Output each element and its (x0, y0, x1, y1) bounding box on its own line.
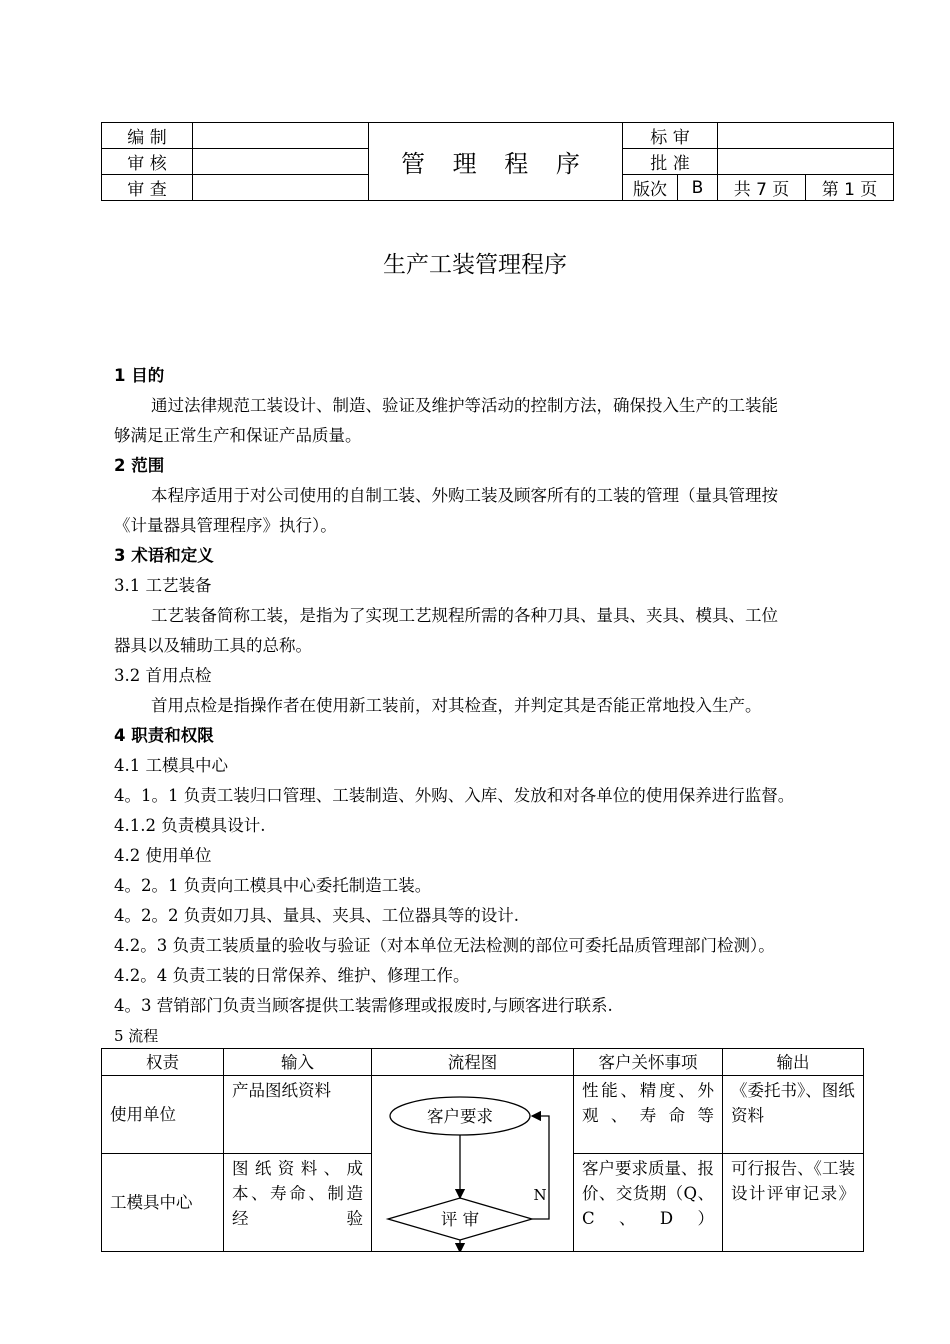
subsection-first-use-check: 3.2 首用点检 (114, 666, 212, 685)
header-page-number: 第 1 页 (806, 175, 894, 201)
flow-header-chart: 流程图 (372, 1049, 574, 1076)
item-4-2-4: 4.2。4 负责工装的日常保养、维护、修理工作。 (114, 966, 470, 985)
section-heading-purpose: 1 目的 (114, 366, 165, 385)
header-version-label: 版次 (623, 175, 678, 201)
header-label-review: 审 核 (102, 149, 193, 175)
paragraph-scope-line1: 本程序适用于对公司使用的自制工装、外购工装及顾客所有的工装的管理（量具管理按 (151, 486, 778, 505)
item-4-2-1: 4。2。1 负责向工模具中心委托制造工装。 (114, 876, 432, 895)
item-4-1-2: 4.1.2 负责模具设计. (114, 816, 266, 835)
header-center-title: 管 理 程 序 (369, 123, 623, 201)
header-label-compile: 编 制 (102, 123, 193, 149)
paragraph-tooling-line1: 工艺装备简称工装，是指为了实现工艺规程所需的各种刀具、量具、夹具、模具、工位 (151, 606, 778, 625)
item-4-2-3: 4.2。3 负责工装质量的验收与验证（对本单位无法检测的部位可委托品质管理部门检测）。 (114, 936, 775, 955)
paragraph-first-use-check: 首用点检是指操作者在使用新工装前，对其检查，并判定其是否能正常地投入生产。 (151, 696, 762, 715)
flow-node-review-label: 评 审 (440, 1210, 480, 1229)
section-heading-scope: 2 范围 (114, 456, 165, 475)
flow-node-customer-request-label: 客户要求 (427, 1107, 493, 1126)
item-4-2-2: 4。2。2 负责如刀具、量具、夹具、工位器具等的设计. (114, 906, 519, 925)
header-table (101, 122, 894, 201)
process-flow-table (101, 1048, 864, 1252)
header-label-approve: 批 准 (623, 149, 718, 175)
header-label-standard-review: 标 审 (623, 123, 718, 149)
flow-branch-label-n: N (533, 1186, 547, 1204)
header-total-pages: 共 7 页 (718, 175, 806, 201)
item-4-3: 4。3 营销部门负责当顾客提供工装需修理或报废时,与顾客进行联系. (114, 996, 613, 1015)
flowchart-svg (372, 1076, 574, 1251)
document-title: 生产工装管理程序 (383, 252, 567, 278)
header-version-value: B (678, 175, 718, 201)
flow-header-role: 权责 (102, 1049, 224, 1076)
paragraph-purpose-line1: 通过法律规范工装设计、制造、验证及维护等活动的控制方法，确保投入生产的工装能 (151, 396, 778, 415)
section-heading-terms: 3 术语和定义 (114, 546, 214, 565)
flow-input-tool-center: 图纸资料、成本、寿命、制造经验 (224, 1154, 372, 1252)
subsection-tool-center: 4.1 工模具中心 (114, 756, 228, 775)
header-value-review (193, 149, 369, 175)
flow-header-output: 输出 (723, 1049, 864, 1076)
paragraph-scope-line2: 《计量器具管理程序》执行）。 (114, 516, 337, 535)
paragraph-purpose-line2: 够满足正常生产和保证产品质量。 (114, 426, 362, 445)
header-value-approve (718, 149, 894, 175)
section-heading-responsibilities: 4 职责和权限 (114, 726, 214, 745)
flow-output-tool-center: 可行报告、《工装设计评审记录》 (723, 1154, 864, 1252)
flow-role-user-unit: 使用单位 (102, 1076, 224, 1154)
paragraph-tooling-line2: 器具以及辅助工具的总称。 (114, 636, 312, 655)
flow-output-user-unit: 《委托书》、图纸资料 (723, 1076, 864, 1154)
flow-header-care: 客户关怀事项 (574, 1049, 723, 1076)
header-value-inspect (193, 175, 369, 201)
header-label-inspect: 审 查 (102, 175, 193, 201)
flow-care-tool-center: 客户要求质量、报价、交货期（Q、C、D） (574, 1154, 723, 1252)
item-4-1-1: 4。1。1 负责工装归口管理、工装制造、外购、入库、发放和对各单位的使用保养进行监督。 (114, 786, 795, 805)
document-body (114, 361, 894, 1051)
subsection-tooling: 3.1 工艺装备 (114, 576, 212, 595)
flowchart-cell (372, 1076, 574, 1252)
flow-header-input: 输入 (224, 1049, 372, 1076)
flow-role-tool-center: 工模具中心 (102, 1154, 224, 1252)
header-value-standard-review (718, 123, 894, 149)
subsection-user-unit: 4.2 使用单位 (114, 846, 212, 865)
flow-input-user-unit: 产品图纸资料 (224, 1076, 372, 1154)
flow-care-user-unit: 性能、精度、外观、寿命等 (574, 1076, 723, 1154)
section-heading-process: 5 流程 (114, 1027, 159, 1045)
header-value-compile (193, 123, 369, 149)
